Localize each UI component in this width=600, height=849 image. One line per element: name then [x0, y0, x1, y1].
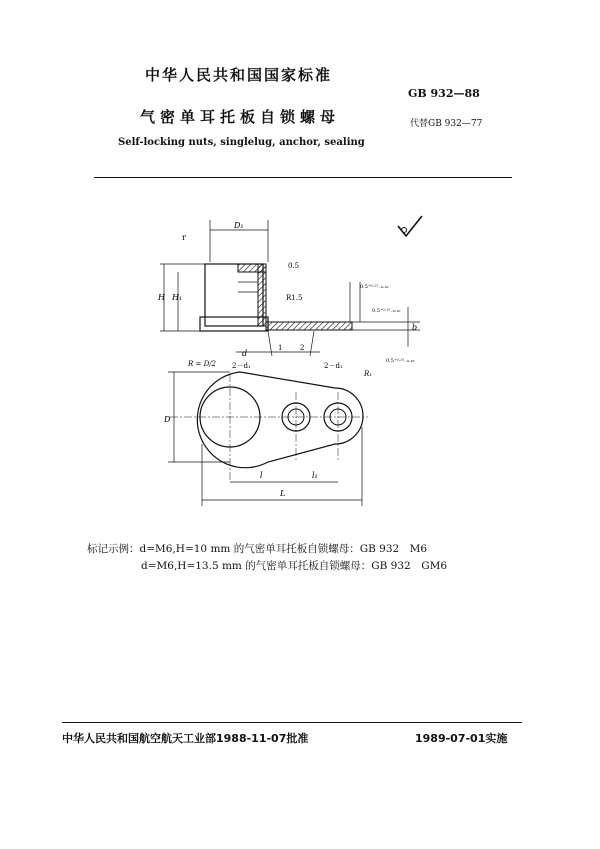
label-radius: R1.5: [286, 294, 303, 302]
document-title: 气密单耳托板自锁螺母: [140, 108, 341, 126]
label-d: d: [242, 349, 248, 358]
implementation-date: 1989-07-01实施: [415, 732, 508, 745]
label-r-eq: R = D/2: [188, 360, 217, 368]
marking-example-prefix: 标记示例：: [87, 543, 140, 555]
plan-view: [168, 372, 368, 506]
label-gap: 0.5: [288, 262, 300, 270]
english-title: Self-locking nuts, singlelug, anchor, sealing: [118, 137, 365, 148]
roughness-symbol: [398, 216, 422, 236]
label-d1-top: D₁: [234, 221, 244, 230]
standard-header-title: 中华人民共和国国家标准: [145, 66, 333, 84]
approval-text: 中华人民共和国航空航天工业部1988-11-07批准: [62, 732, 309, 745]
standard-number: GB 932—88: [408, 87, 480, 100]
label-tol2: 0.5⁺⁰·¹⁵₋₀.₁₀: [372, 308, 401, 314]
label-b: b: [412, 323, 418, 332]
marking-example-line1: [87, 541, 427, 556]
marking-example-line2: d=M6,H=13.5 mm 的气密单耳托板自锁螺母：GB 932 GM6: [141, 560, 448, 572]
label-2d1-a: 2－d₁: [232, 362, 251, 370]
marking-example-text1: d=M6,H=10 mm 的气密单耳托板自锁螺母：GB 932 M6: [139, 543, 428, 555]
label-tol3: 0.5⁺⁰·¹⁵₋₀.₁₀: [386, 358, 415, 364]
label-big-d: D: [164, 415, 171, 424]
replaces-standard: 代替GB 932—77: [410, 119, 483, 129]
label-r1: R₁: [364, 370, 373, 378]
label-1: 1: [278, 344, 283, 352]
label-l1: l₁: [312, 471, 318, 480]
label-h: H: [158, 293, 165, 302]
header-divider: [94, 177, 512, 178]
label-h1: H₁: [172, 293, 183, 302]
label-r: r: [182, 233, 186, 242]
label-2d1-b: 2－d₁: [324, 362, 343, 370]
footer-divider: [62, 722, 522, 723]
label-tol1: 0.5⁺⁰·¹⁵₋₀.₁₀: [360, 284, 389, 290]
label-2: 2: [300, 344, 305, 352]
nut-technical-drawing: [150, 212, 440, 512]
label-l: l: [260, 471, 263, 480]
label-big-l: L: [280, 489, 286, 498]
